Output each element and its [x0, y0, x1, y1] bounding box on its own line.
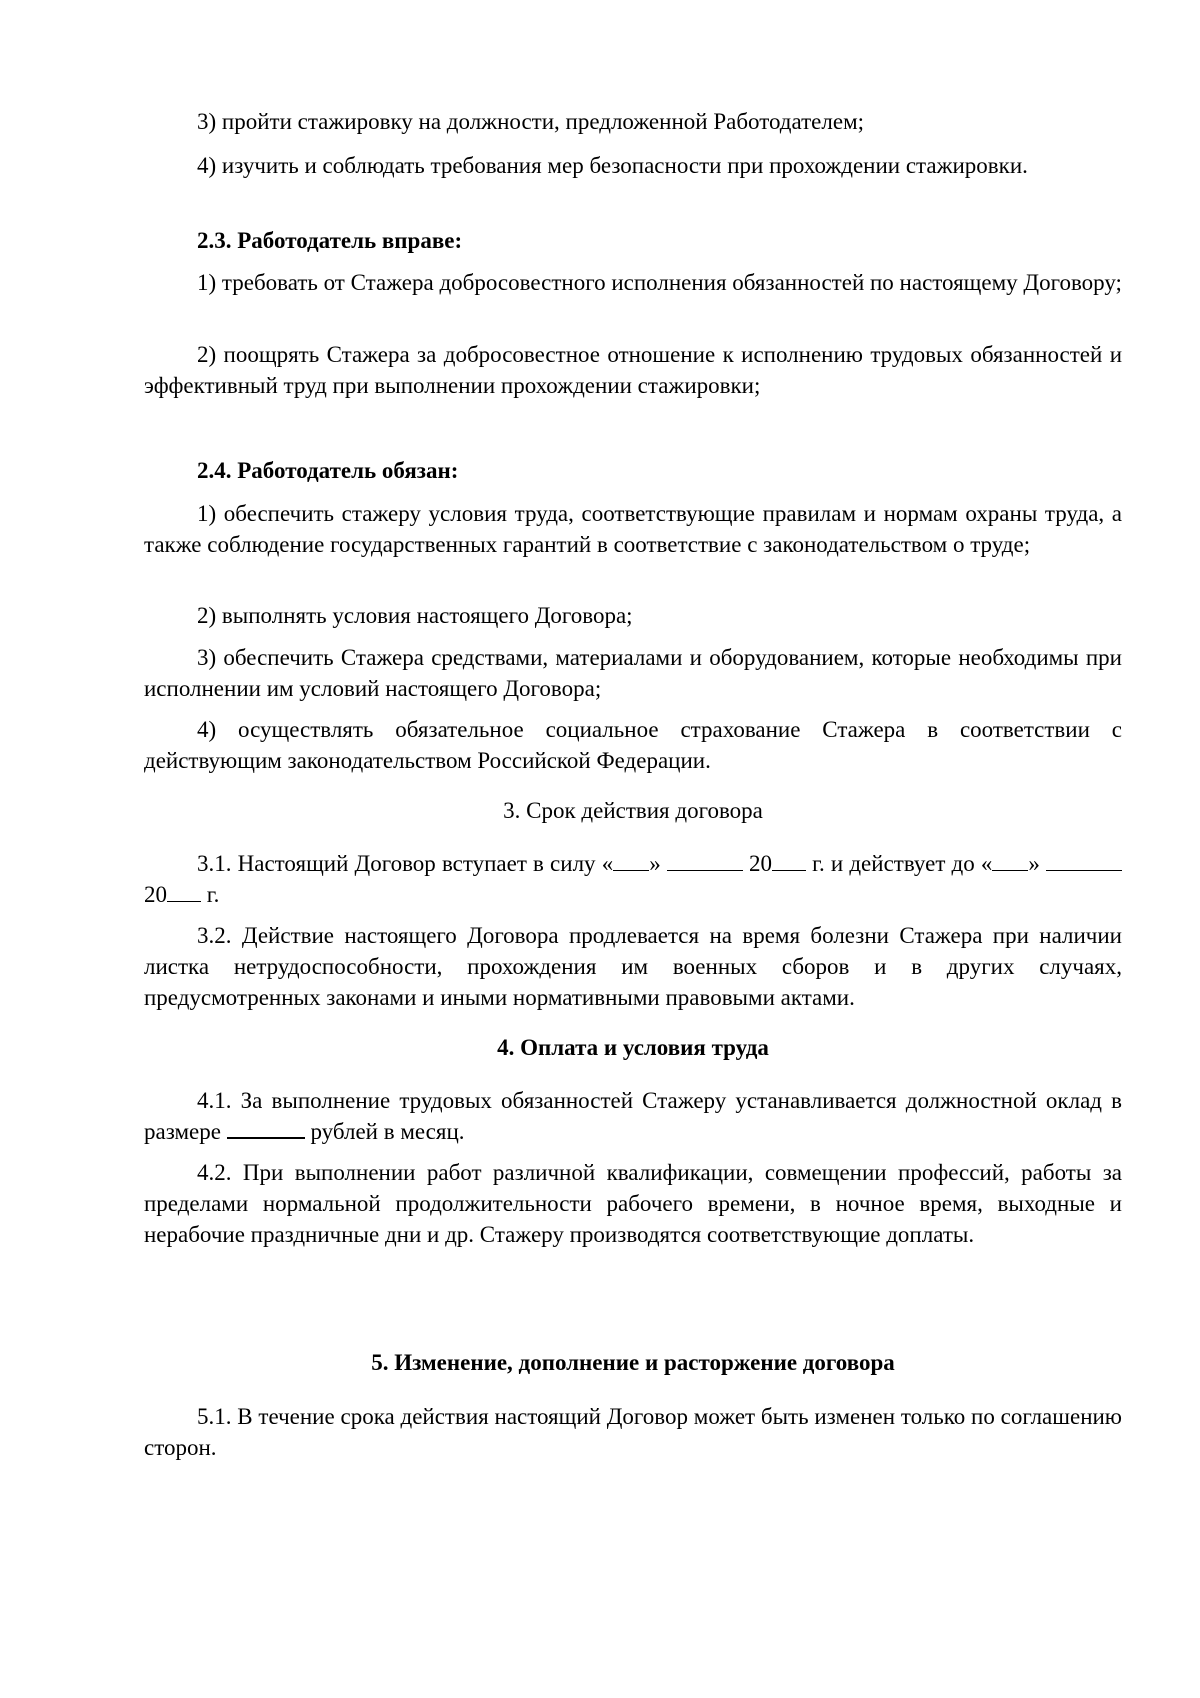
clause-3-1-part-f: 20 [144, 882, 167, 907]
clause-4-1 [144, 1085, 1122, 1147]
blank-day-start [613, 850, 649, 871]
clause-5-1: 5.1. В течение срока действия настоящий Договор может быть изменен только по соглашению сторон. [144, 1404, 1122, 1460]
section-4-title: 4. Оплата и условия труда [497, 1035, 769, 1060]
section-5-title: 5. Изменение, дополнение и расторжение договора [371, 1350, 895, 1375]
blank-year-start [772, 850, 806, 871]
clause-3-2: 3.2. Действие настоящего Договора продлевается на время болезни Стажера при наличии листка нетрудоспособности, прохождения им военных сборов и в других случаях, предусмотренных законами и иными нормативными правовыми актами. [144, 923, 1122, 1010]
clause-4-1-part-a: 4.1. За выполнение трудовых обязанностей Стажеру устанавливается должностной оклад в размере [144, 1088, 1122, 1144]
clause-3-1-part-a: 3.1. Настоящий Договор вступает в силу « [197, 851, 614, 876]
clause-2-3-item-2: 2) поощрять Стажера за добросовестное отношение к исполнению трудовых обязанностей и эффективный труд при выполнении прохождении стажировки; [144, 342, 1122, 398]
clause-2-4-item-2: 2) выполнять условия настоящего Договора; [197, 603, 633, 628]
clause-3-1-part-c: 20 [742, 851, 773, 876]
clause-3-1 [144, 848, 1122, 910]
clause-4-1-part-b: рублей в месяц. [304, 1119, 465, 1144]
clause-3-1-part-e: » [1028, 851, 1047, 876]
clause-2-3-item-1: 1) требовать от Стажера добросовестного исполнения обязанностей по настоящему Договору; [197, 270, 1122, 295]
section-3-title: 3. Срок действия договора [503, 798, 763, 823]
blank-month-start [667, 850, 743, 871]
clause-2-2-item-3: 3) пройти стажировку на должности, предложенной Работодателем; [197, 109, 865, 134]
clause-2-4-item-1: 1) обеспечить стажеру условия труда, соответствующие правилам и нормам охраны труда, а также соблюдение государственных гарантий в соответствие с законодательством о труде; [144, 501, 1122, 557]
clause-3-1-part-b: » [649, 851, 667, 876]
clause-2-4-item-4: 4) осуществлять обязательное социальное страхование Стажера в соответствии с действующим законодательством Российской Федерации. [144, 717, 1122, 773]
heading-2-3: 2.3. Работодатель вправе: [197, 228, 463, 253]
clause-2-2-item-4: 4) изучить и соблюдать требования мер безопасности при прохождении стажировки. [197, 153, 1028, 178]
clause-3-1-part-g: г. [201, 882, 220, 907]
blank-year-end [167, 881, 201, 902]
clause-2-4-item-3: 3) обеспечить Стажера средствами, материалами и оборудованием, которые необходимы при исполнении им условий настоящего Договора; [144, 645, 1122, 701]
blank-day-end [992, 850, 1028, 871]
blank-month-end [1046, 850, 1122, 871]
clause-4-2: 4.2. При выполнении работ различной квалификации, совмещении профессий, работы за пределами нормальной продолжительности рабочего времени, в ночное время, выходные и нерабочие праздничные дни и др. Стажеру производятся соответствующие доплаты. [144, 1160, 1122, 1247]
blank-salary-amount [227, 1117, 305, 1139]
heading-2-4: 2.4. Работодатель обязан: [197, 458, 459, 483]
clause-3-1-part-d: г. и действует до « [806, 851, 993, 876]
